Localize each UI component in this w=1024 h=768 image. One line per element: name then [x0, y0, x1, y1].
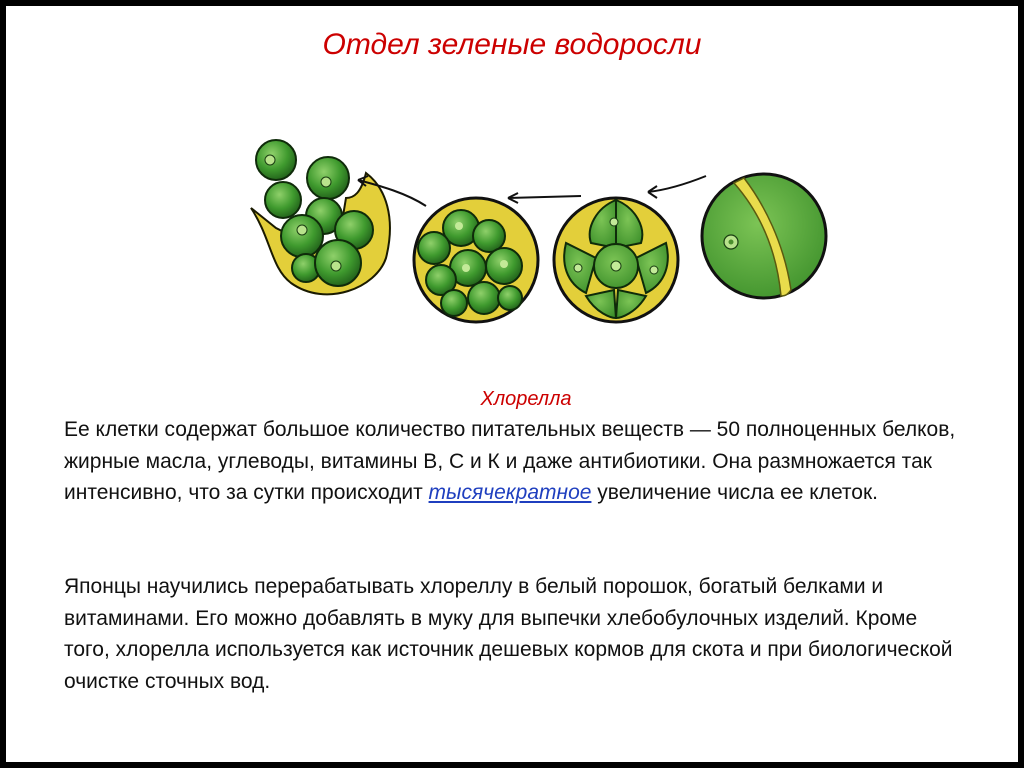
stage-mature-autospores [414, 198, 538, 322]
paragraph-nutrients [64, 414, 964, 509]
slide [6, 6, 1018, 762]
chlorella-life-cycle-illustration [236, 118, 836, 348]
arrow-left-3 [648, 176, 706, 198]
thousandfold-link[interactable]: тысячекратное [428, 481, 592, 504]
paragraph-uses: Японцы научились перерабатывать хлореллу в белый порошок, богатый белками и витаминами. Его можно добавлять в муку для выпечки хлебобулочных изделий. Кроме того, хлорелла используется как источник дешевых кормов для скота и при биологической очистке сточных вод. [64, 575, 953, 693]
figure-caption: Хлорелла [480, 388, 572, 410]
paragraph-nutrients-text: Ее клетки содержат большое количество питательных веществ — 50 полноценных белков, жирные масла, углеводы, витамины В, С и К и даже антибиотики. Она размножается так интенсивно, что за сутки происходит [64, 418, 956, 504]
paragraph-nutrients-ending: увеличение числа ее клеток. [591, 481, 879, 504]
slide-title: Отдел зеленые водоросли [322, 28, 702, 61]
stage-released-cells [251, 140, 390, 294]
stage-single-cell [702, 174, 826, 298]
stage-dividing-cell [554, 198, 678, 322]
arrow-left-2 [508, 193, 581, 203]
